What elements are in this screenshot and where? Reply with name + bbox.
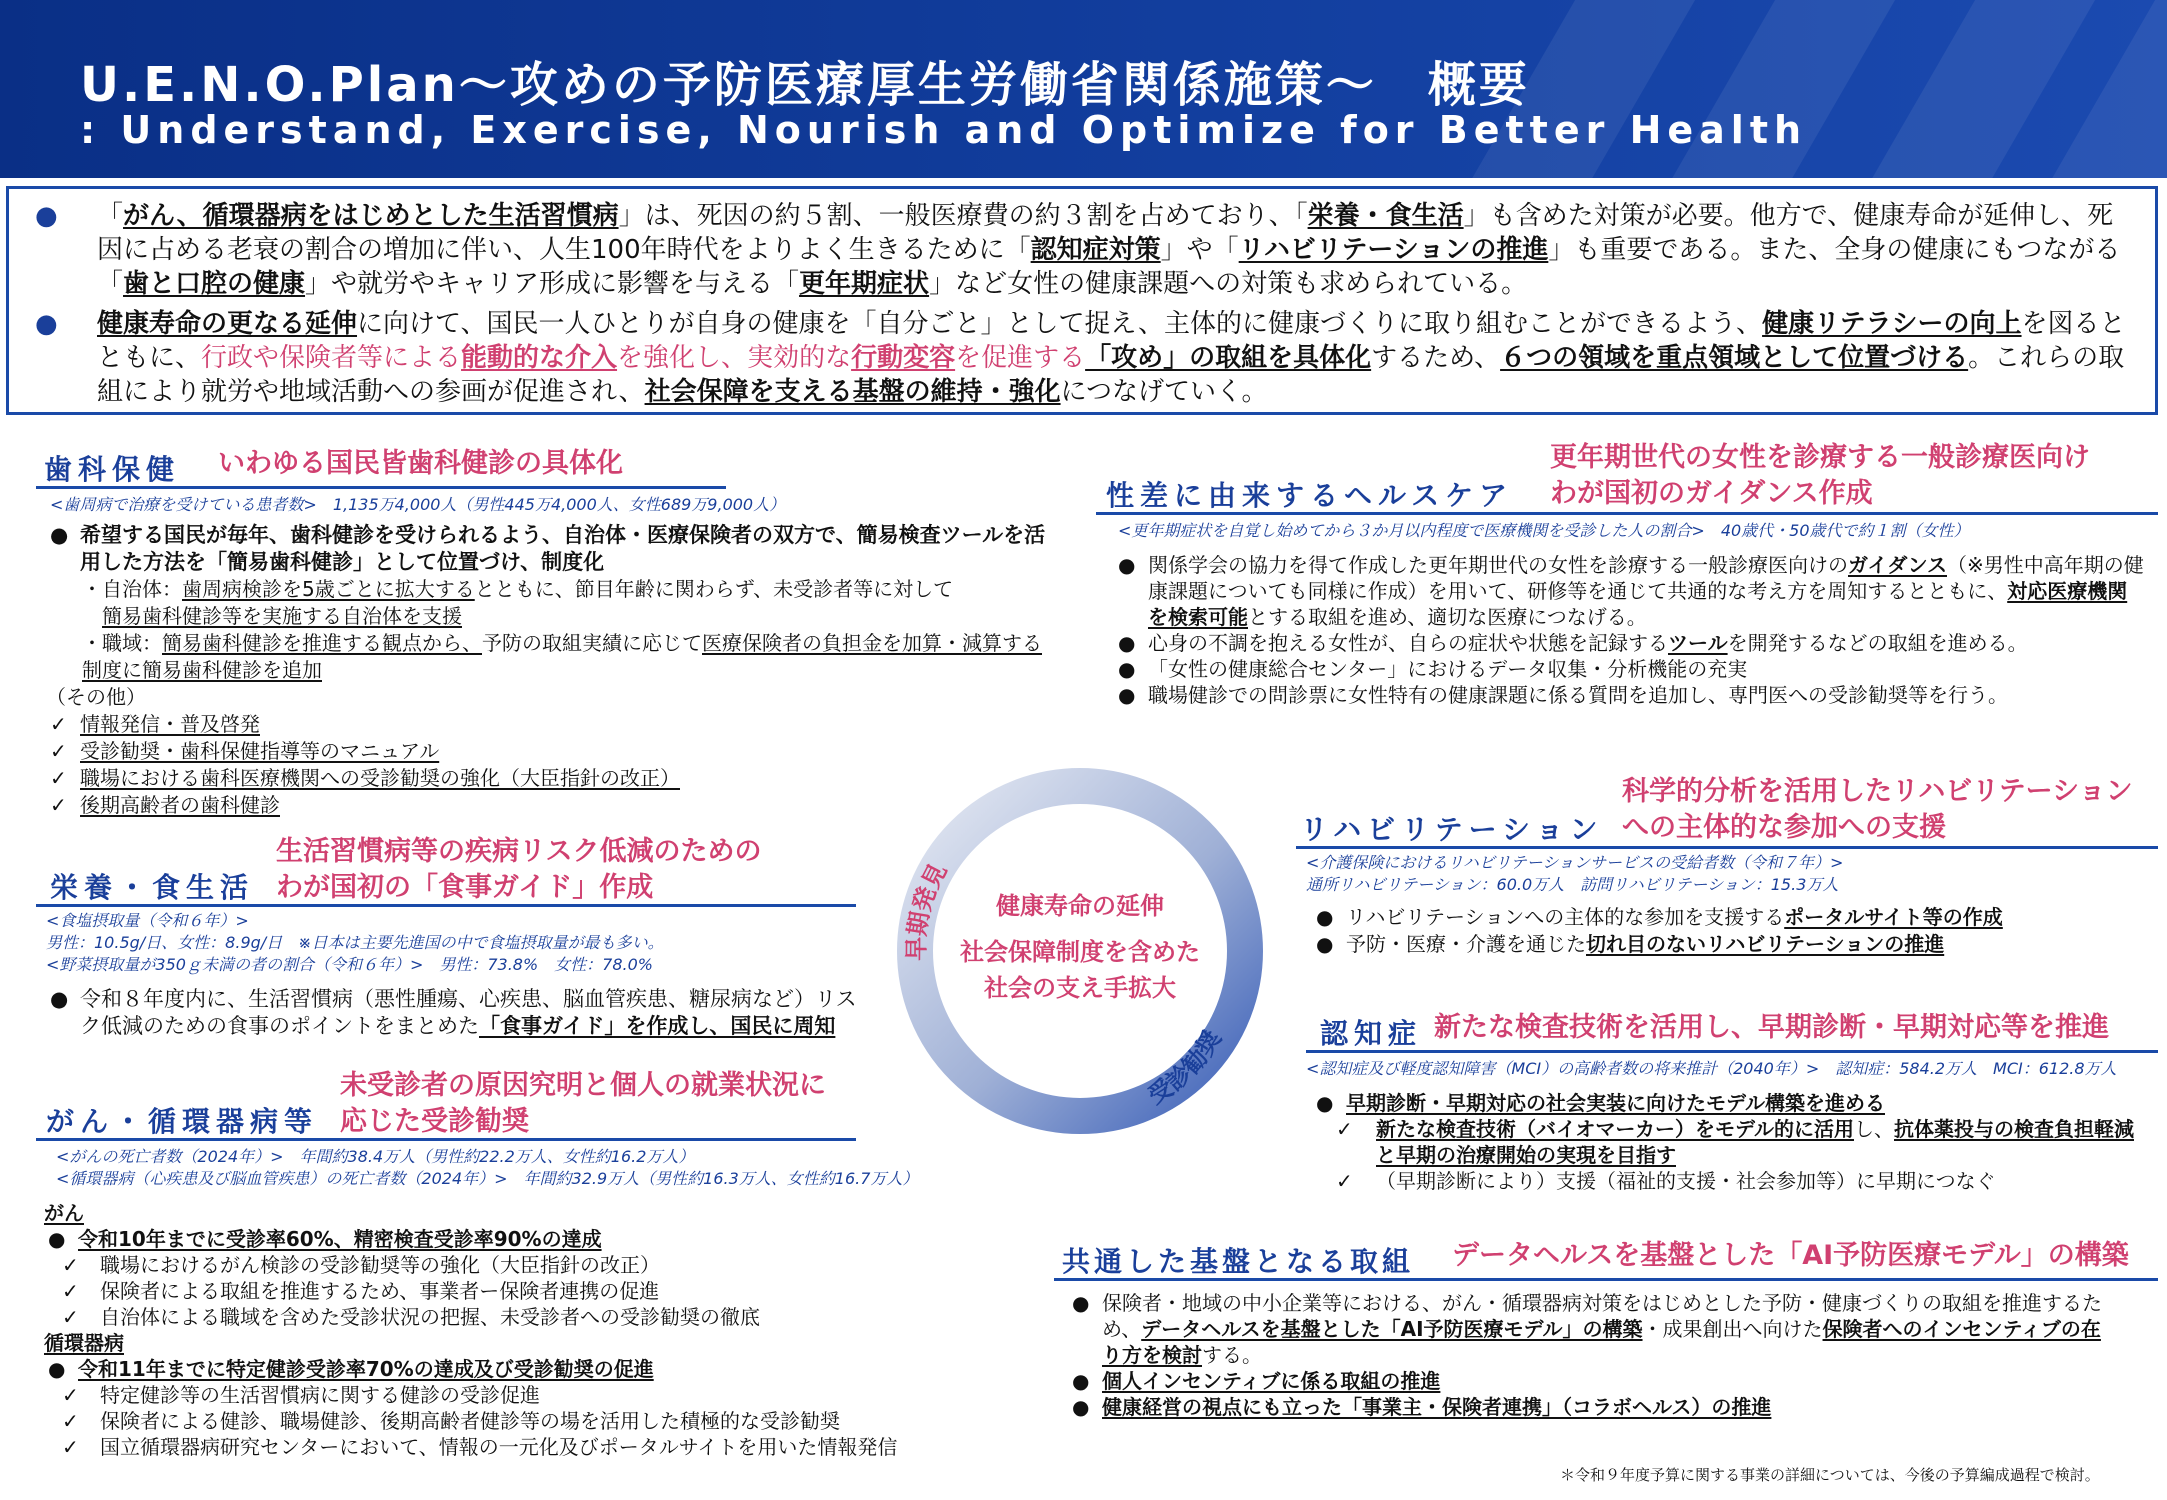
- cancer-body: [44, 1200, 1044, 1460]
- rehab-title: リハビリテーション: [1300, 813, 1604, 846]
- check-icon: ✓: [1336, 1169, 1353, 1193]
- nutrition-stats: <食塩摂取量（令和６年）> 男性：10.5g/日、女性：8.9g/日 ※日本は主要先進国の中で食塩摂取量が最も多い。 <野菜摂取量が350ｇ未満の者の割合（令和６年）> 男性：73.8% 女性：78.0%: [46, 911, 664, 974]
- cardiovascular-label: 循環器病: [44, 1331, 124, 1355]
- bullet-icon: ●: [50, 987, 69, 1011]
- ring-label-consultation: 受診勧奨: [1143, 1025, 1227, 1110]
- bullet-icon: ●: [1316, 1091, 1334, 1115]
- dementia-body: [1312, 1090, 2152, 1194]
- dementia-item: ● 早期診断・早期対応の社会実装に向けたモデル構築を進める: [1316, 1091, 1885, 1115]
- ring-label-early-detection: 早期発見: [902, 858, 953, 961]
- cancer-check-item: ✓ 職場におけるがん検診の受診勧奨等の強化（大臣指針の改正）: [62, 1253, 660, 1277]
- rehab-subtitle: 科学的分析を活用したリハビリテーション への主体的な参加への支援: [1622, 776, 2133, 843]
- bullet-icon: ●: [1118, 553, 1136, 577]
- bullet-icon: ●: [48, 1227, 66, 1251]
- bullet-icon: ●: [1072, 1395, 1090, 1419]
- gender-item: ● 職場健診での問診票に女性特有の健康課題に係る質問を追加し、専門医への受診勧奨等を行う。: [1118, 683, 2008, 707]
- dental-other-label: （その他）: [46, 685, 146, 709]
- dental-check-item: ✓ 後期高齢者の歯科健診: [50, 793, 280, 817]
- summary-box: [6, 186, 2158, 415]
- cardiovascular-goal: ● 令和11年までに特定健診受診率70%の達成及び受診勧奨の促進: [48, 1357, 654, 1381]
- cancer-divider: [36, 1138, 856, 1141]
- page-subtitle: : Understand, Exercise, Nourish and Optimize for Better Health: [80, 108, 1808, 152]
- common-item: ● 保険者・地域の中小企業等における、がん・循環器病対策をはじめとした予防・健康づくりの取組を推進するため、データヘルスを基盤とした「AI予防医療モデル」の構築・成果創出へ向けた保険者へのインセンティブの在り方を検討する。: [1072, 1291, 2102, 1367]
- check-icon: ✓: [62, 1305, 79, 1329]
- dental-check-item: ✓ 受診勧奨・歯科保健指導等のマニュアル: [50, 739, 440, 763]
- check-icon: ✓: [62, 1253, 79, 1277]
- rehab-divider: [1296, 846, 2158, 849]
- gender-item: ● 心身の不調を抱える女性が、自らの症状や状態を記録するツールを開発するなどの取組を進める。: [1118, 631, 2028, 655]
- cancer-check-item: ✓ 保険者による取組を推進するため、事業者ー保険者連携の促進: [62, 1279, 660, 1303]
- bullet-icon: ●: [35, 309, 58, 339]
- cardiovascular-check-item: ✓ 特定健診等の生活習慣病に関する健診の受診促進: [62, 1383, 540, 1407]
- bullet-icon: ●: [35, 201, 58, 231]
- common-title: 共通した基盤となる取組: [1062, 1245, 1415, 1278]
- check-icon: ✓: [50, 793, 67, 817]
- gender-item: ● 「女性の健康総合センター」におけるデータ収集・分析機能の充実: [1118, 657, 1748, 681]
- rehab-body: [1312, 904, 2152, 958]
- gender-stat: <更年期症状を自覚し始めてから３か月以内程度で医療機関を受診した人の割合> 40歳代・50歳代で約１割（女性）: [1118, 521, 1970, 540]
- check-icon: ✓: [50, 766, 67, 790]
- page-title: U.E.N.O.Plan～攻めの予防医療厚生労働省関係施策～ 概要: [80, 57, 1530, 113]
- bullet-icon: ●: [1072, 1291, 1090, 1315]
- bullet-icon: ●: [1316, 932, 1334, 956]
- gender-item: ● 関係学会の協力を得て作成した更年期世代の女性を診療する一般診療医向けのガイダンス（※男性中高年期の健康課題についても同様に作成）を用いて、研修等を通じて共通的な考え方を周知するとともに、対応医療機関を検索可能とする取組を進め、適切な医療につなげる。: [1118, 553, 2144, 629]
- bullet-icon: ●: [1316, 905, 1334, 929]
- bullet-icon: ●: [1118, 657, 1136, 681]
- nutrition-divider: [36, 904, 856, 907]
- cancer-title: がん・循環器病等: [46, 1105, 319, 1138]
- cancer-label: がん: [44, 1201, 84, 1225]
- check-icon: ✓: [50, 739, 67, 763]
- common-divider: [1054, 1278, 2158, 1281]
- common-body: [1068, 1290, 2108, 1420]
- dementia-title: 認知症: [1320, 1017, 1423, 1050]
- rehab-stats: <介護保険におけるリハビリテーションサービスの受給者数（令和７年）> 通所リハビリテーション：60.0万人 訪問リハビリテーション：15.3万人: [1306, 853, 1844, 894]
- check-icon: ✓: [50, 712, 67, 736]
- common-item: ● 健康経営の視点にも立った「事業主・保険者連携」（コラボヘルス）の推進: [1072, 1395, 1772, 1419]
- gender-title: 性差に由来するヘルスケア: [1106, 479, 1514, 512]
- check-icon: ✓: [62, 1383, 79, 1407]
- bullet-icon: ●: [50, 523, 69, 547]
- dementia-stat: <認知症及び軽度認知障害（MCI）の高齢者数の将来推計（2040年）> 認知症：584.2万人 MCI：612.8万人: [1306, 1059, 2117, 1078]
- common-item: ● 個人インセンティブに係る取組の推進: [1072, 1369, 1441, 1393]
- bullet-icon: ●: [1072, 1369, 1090, 1393]
- cardiovascular-check-item: ✓ 国立循環器病研究センターにおいて、情報の一元化及びポータルサイトを用いた情報発信: [62, 1435, 898, 1459]
- bullet-icon: ●: [1118, 683, 1136, 707]
- dementia-check-item: ✓ （早期診断により）支援（福祉的支援・社会参加等）に早期につなぐ: [1336, 1169, 1996, 1193]
- ring-center-text: 健康寿命の延伸 社会保障制度を含めた 社会の支え手拡大: [960, 892, 1200, 1002]
- bullet-icon: ●: [48, 1357, 66, 1381]
- summary-bullet-1: ● 「がん、循環器病をはじめとした生活習慣病」は、死因の約５割、一般医療費の約３割を占めており、「栄養・食生活」も含めた対策が必要。他方で、健康寿命が延伸し、死因に占める老衰の割合の増加に伴い、人生100年時代をよりよく生きるために「認知症対策」や「リハビリテーションの推進」も重要である。また、全身の健康にもつながる「歯と口腔の健康」や就労やキャリア形成に影響を与える「更年期症状」など女性の健康課題への対策も求められている。: [35, 201, 2121, 299]
- summary-bullet-2: ● 健康寿命の更なる延伸に向けて、国民一人ひとりが自身の健康を「自分ごと」として捉え、主体的に健康づくりに取り組むことができるよう、健康リテラシーの向上を図るとともに、行政や保険者等による能動的な介入を強化し、実効的な行動変容を促進する「攻め」の取組を具体化するため、６つの領域を重点領域として位置づける。これらの取組により就労や地域活動への参画が促進され、社会保障を支える基盤の維持・強化につなげていく。: [35, 309, 2126, 407]
- dementia-divider: [1306, 1050, 2158, 1053]
- dental-sub-item-1: ・自治体：歯周病検診を5歳ごとに拡大するとともに、節目年齢に関わらず、未受診者等に対して 簡易歯科健診等を実施する自治体を支援: [82, 577, 954, 628]
- dental-check-item: ✓ 職場における歯科医療機関への受診勧奨の強化（大臣指針の改正）: [50, 766, 680, 790]
- rehab-item: ● リハビリテーションへの主体的な参加を支援するポータルサイト等の作成: [1316, 905, 2003, 929]
- dental-subtitle: いわゆる国民皆歯科健診の具体化: [218, 448, 623, 479]
- check-icon: ✓: [62, 1435, 79, 1459]
- check-icon: ✓: [62, 1409, 79, 1433]
- bullet-icon: ●: [1118, 631, 1136, 655]
- nutrition-title: 栄養・食生活: [50, 871, 255, 904]
- nutrition-item: ● 令和８年度内に、生活習慣病（悪性腫瘍、心疾患、脳血管疾患、糖尿病など）リスク低減のための食事のポイントをまとめた「食事ガイド」を作成し、国民に周知: [50, 987, 857, 1038]
- gender-divider: [1096, 512, 2158, 515]
- dental-stat: <歯周病で治療を受けている患者数> 1,135万4,000人（男性445万4,000人、女性689万9,000人）: [50, 495, 786, 514]
- cancer-goal: ● 令和10年までに受診率60%、精密検査受診率90%の達成: [48, 1227, 602, 1251]
- cancer-subtitle: 未受診者の原因究明と個人の就業状況に 応じた受診勧奨: [340, 1070, 826, 1137]
- rehab-item: ● 予防・医療・介護を通じた切れ目のないリハビリテーションの推進: [1316, 932, 1945, 956]
- dementia-subtitle: 新たな検査技術を活用し、早期診断・早期対応等を推進: [1434, 1012, 2109, 1043]
- dental-divider: [36, 486, 726, 489]
- dental-title: 歯科保健: [44, 453, 181, 486]
- dental-sub-item-2: ・職域：簡易歯科健診を推進する観点から、予防の取組実績に応じて医療保険者の負担金を加算・減算する制度に簡易歯科健診を追加: [82, 631, 1042, 682]
- dental-check-item: ✓ 情報発信・普及啓発: [50, 712, 260, 736]
- footnote: ＊令和９年度予算に関する事業の詳細については、今後の予算編成過程で検討。: [1560, 1466, 2100, 1484]
- check-icon: ✓: [62, 1279, 79, 1303]
- gender-body: [1114, 552, 2144, 708]
- common-subtitle: データヘルスを基盤とした「AI予防医療モデル」の構築: [1452, 1240, 2129, 1271]
- gender-subtitle: 更年期世代の女性を診療する一般診療医向け わが国初のガイダンス作成: [1550, 442, 2090, 509]
- cancer-stats: <がんの死亡者数（2024年）> 年間約38.4万人（男性約22.2万人、女性約16.2万人） <循環器病（心疾患及び脳血管疾患）の死亡者数（2024年）> 年間約32.9万人（男性約16.3万人、女性約16.7万人）: [56, 1147, 919, 1188]
- dental-main-item: ● 希望する国民が毎年、歯科健診を受けられるよう、自治体・医療保険者の双方で、簡易検査ツールを活用した方法を「簡易歯科健診」として位置づけ、制度化: [50, 523, 1046, 574]
- nutrition-subtitle: 生活習慣病等の疾病リスク低減のための わが国初の「食事ガイド」作成: [276, 836, 762, 903]
- cancer-check-item: ✓ 自治体による職域を含めた受診状況の把握、未受診者への受診勧奨の徹底: [62, 1305, 760, 1329]
- check-icon: ✓: [1336, 1117, 1353, 1141]
- dementia-check-item: ✓ 新たな検査技術（バイオマーカー）をモデル的に活用し、抗体薬投与の検査負担軽減と早期の治療開始の実現を目指す: [1336, 1117, 2134, 1167]
- cardiovascular-check-item: ✓ 保険者による健診、職場健診、後期高齢者健診等の場を活用した積極的な受診勧奨: [62, 1409, 840, 1433]
